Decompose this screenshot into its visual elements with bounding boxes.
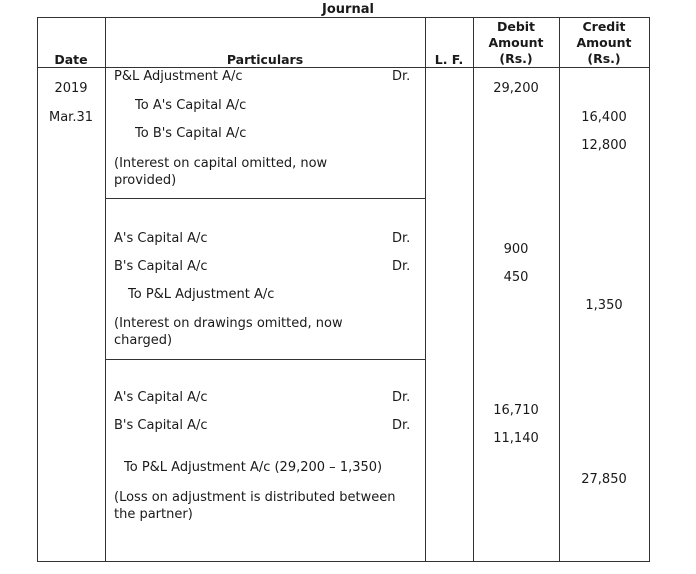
header-date: Date — [54, 52, 88, 67]
debit-amount: 11,140 — [493, 431, 539, 446]
header-particulars: Particulars — [226, 52, 304, 67]
entry-narration: (Loss on adjustment is distributed between the partner) — [114, 490, 396, 522]
entry-separator — [105, 198, 425, 199]
credit-amount: 16,400 — [581, 110, 627, 125]
col-border-left — [37, 17, 38, 562]
debit-amount: 900 — [503, 242, 529, 257]
entry-dr-mark: Dr. — [392, 69, 411, 84]
header-debit-line: Amount — [488, 35, 544, 50]
col-border-lf — [473, 17, 474, 562]
entry-dr-mark: Dr. — [392, 259, 411, 274]
debit-amount: 29,200 — [493, 81, 539, 96]
entry-account: B's Capital A/c — [114, 418, 208, 433]
date-year: 2019 — [54, 81, 88, 96]
col-border-date — [105, 17, 106, 562]
col-border-particulars — [425, 17, 426, 562]
header-credit-line: (Rs.) — [587, 51, 621, 66]
col-border-right — [649, 17, 650, 562]
journal-title: Journal — [322, 2, 374, 17]
credit-amount: 1,350 — [585, 298, 623, 313]
entry-dr-mark: Dr. — [392, 418, 411, 433]
header-credit-line: Amount — [576, 35, 632, 50]
entry-dr-mark: Dr. — [392, 390, 411, 405]
entry-account: A's Capital A/c — [114, 231, 208, 246]
entry-dr-mark: Dr. — [392, 231, 411, 246]
entry-account: P&L Adjustment A/c — [114, 69, 243, 84]
entry-narration: (Interest on drawings omitted, now charged) — [114, 316, 343, 348]
debit-amount: 450 — [503, 270, 529, 285]
header-debit-line: (Rs.) — [499, 51, 533, 66]
date-day: Mar.31 — [48, 110, 93, 125]
header-lf: L. F. — [434, 52, 464, 67]
table-bottom-border — [37, 561, 649, 562]
header-credit — [559, 19, 649, 67]
entry-account: To A's Capital A/c — [135, 98, 247, 113]
header-debit-line: Debit — [496, 19, 536, 34]
credit-amount: 27,850 — [581, 472, 627, 487]
table-top-border — [37, 17, 649, 18]
entry-account: To B's Capital A/c — [135, 126, 247, 141]
entry-account: B's Capital A/c — [114, 259, 208, 274]
entry-account: A's Capital A/c — [114, 390, 208, 405]
header-debit — [473, 19, 559, 67]
entry-account: To P&L Adjustment A/c — [128, 287, 275, 302]
credit-amount: 12,800 — [581, 138, 627, 153]
debit-amount: 16,710 — [493, 403, 539, 418]
entry-narration: (Interest on capital omitted, now provided) — [114, 156, 328, 188]
entry-separator — [105, 359, 425, 360]
header-credit-line: Credit — [582, 19, 626, 34]
entry-account: To P&L Adjustment A/c (29,200 – 1,350) — [124, 460, 383, 475]
